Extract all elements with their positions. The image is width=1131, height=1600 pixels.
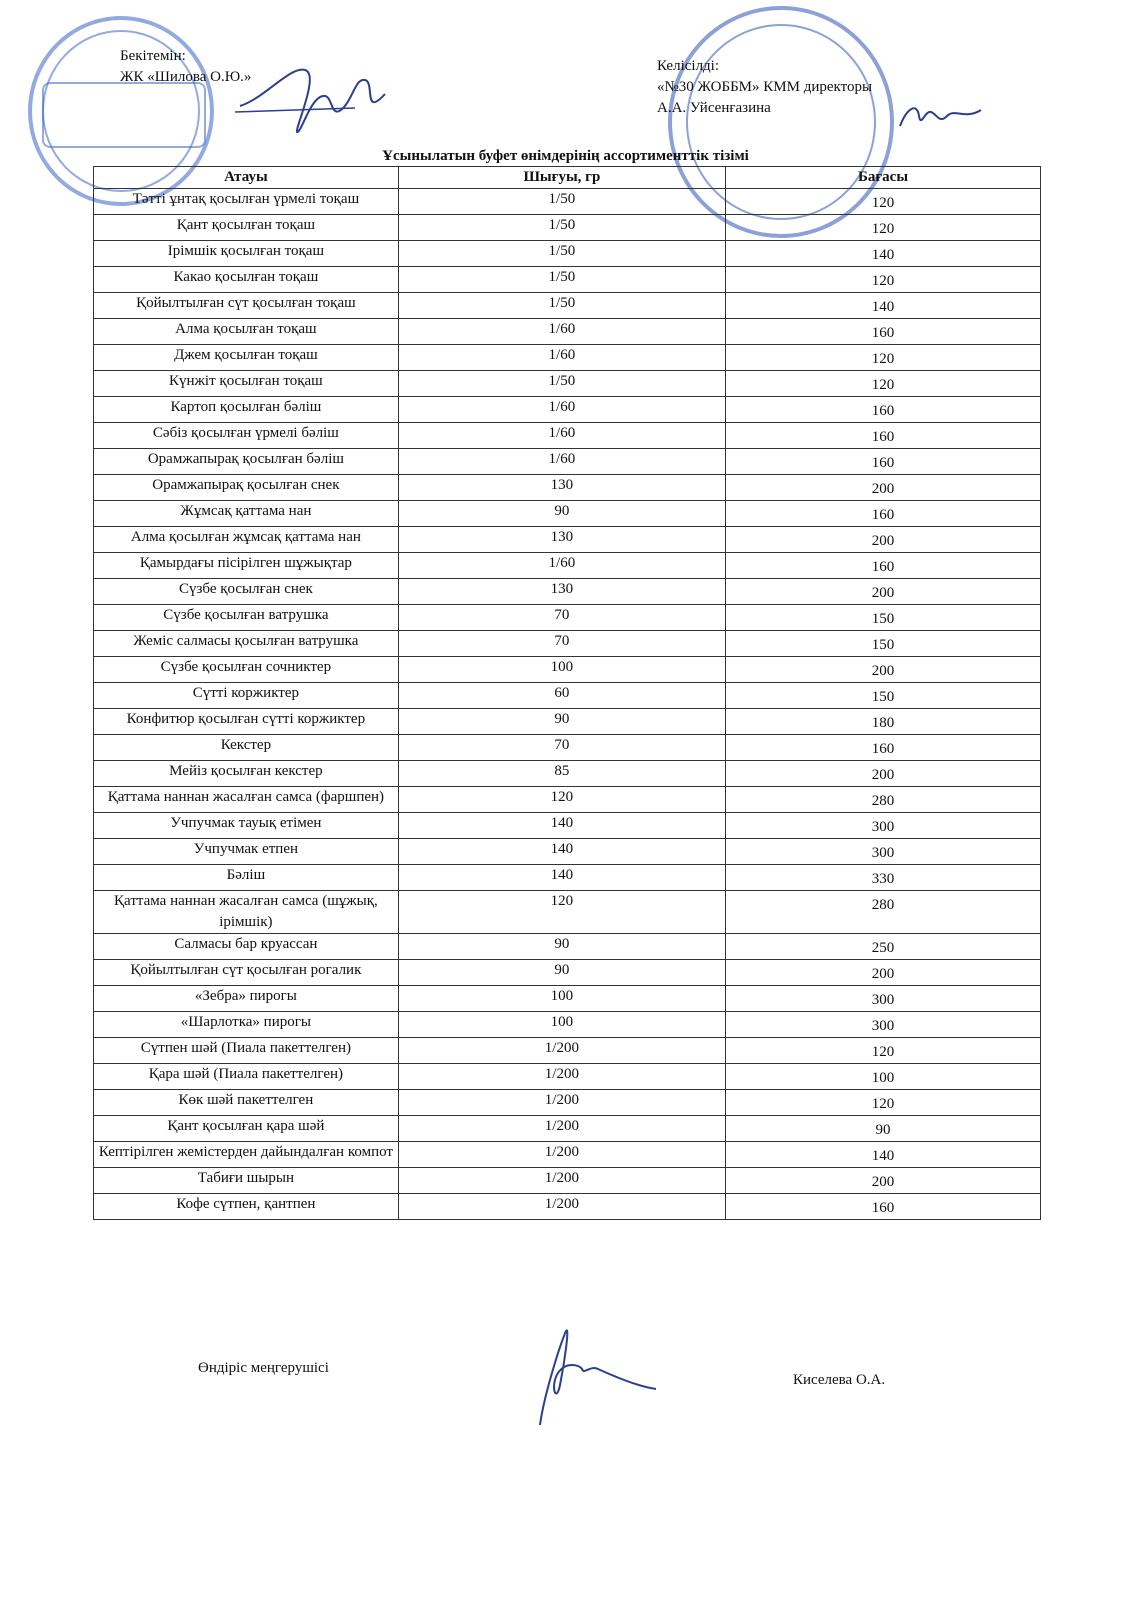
cell-price: 140 [726,1142,1041,1168]
table-row [94,293,1041,319]
signature-director [895,98,985,134]
cell-price: 160 [726,449,1041,475]
cell-name: Картоп қосылған бәліш [94,397,399,423]
cell-price: 200 [726,579,1041,605]
cell-name: «Зебра» пирогы [94,986,399,1012]
cell-price: 200 [726,1168,1041,1194]
table-row [94,709,1041,735]
cell-name: Алма қосылған тоқаш [94,319,399,345]
table-row [94,319,1041,345]
agreement-block [657,56,872,119]
cell-yield: 140 [398,839,725,865]
table-row [94,579,1041,605]
cell-name: Кекстер [94,735,399,761]
table-row [94,813,1041,839]
table-row [94,423,1041,449]
table-row [94,189,1041,215]
table-row [94,761,1041,787]
cell-yield: 1/60 [398,449,725,475]
cell-price: 160 [726,423,1041,449]
cell-name: Учпучмак тауық етімен [94,813,399,839]
document-title: Ұсынылатын буфет өнімдерінің ассортименттік тізімі [382,148,749,164]
cell-name: Күнжіт қосылған тоқаш [94,371,399,397]
cell-price: 160 [726,501,1041,527]
table-row [94,1116,1041,1142]
cell-price: 120 [726,189,1041,215]
cell-name: «Шарлотка» пирогы [94,1012,399,1038]
cell-price: 300 [726,1012,1041,1038]
cell-name: Мейіз қосылған кекстер [94,761,399,787]
cell-name: Джем қосылған тоқаш [94,345,399,371]
cell-price: 120 [726,1038,1041,1064]
table-row [94,960,1041,986]
header-price: Бағасы [726,167,1041,189]
cell-name: Жеміс салмасы қосылған ватрушка [94,631,399,657]
table-row [94,865,1041,891]
cell-yield: 1/200 [398,1116,725,1142]
table-row [94,397,1041,423]
cell-price: 300 [726,813,1041,839]
cell-yield: 1/50 [398,241,725,267]
cell-name: Учпучмак етпен [94,839,399,865]
cell-price: 330 [726,865,1041,891]
table-row [94,657,1041,683]
cell-name: Қойылтылған сүт қосылған тоқаш [94,293,399,319]
cell-name: Ірімшік қосылған тоқаш [94,241,399,267]
cell-price: 300 [726,839,1041,865]
cell-price: 160 [726,735,1041,761]
table-row [94,449,1041,475]
cell-price: 160 [726,397,1041,423]
cell-yield: 130 [398,527,725,553]
cell-yield: 140 [398,813,725,839]
cell-price: 160 [726,553,1041,579]
cell-name: Қант қосылған тоқаш [94,215,399,241]
cell-name: Сүтті коржиктер [94,683,399,709]
cell-yield: 90 [398,960,725,986]
cell-yield: 1/60 [398,397,725,423]
cell-name: Конфитюр қосылған сүтті коржиктер [94,709,399,735]
cell-price: 150 [726,683,1041,709]
cell-name: Сүтпен шәй (Пиала пакеттелген) [94,1038,399,1064]
table-row [94,501,1041,527]
table-row [94,267,1041,293]
agreed-org: «№30 ЖОББМ» КММ директоры [657,79,873,95]
cell-price: 280 [726,787,1041,813]
cell-name: Жұмсақ қаттама нан [94,501,399,527]
cell-yield: 1/60 [398,319,725,345]
cell-name: Сүзбе қосылған снек [94,579,399,605]
cell-name: Алма қосылған жұмсақ қаттама нан [94,527,399,553]
cell-yield: 70 [398,605,725,631]
cell-yield: 1/200 [398,1142,725,1168]
table-row [94,891,1041,934]
cell-yield: 85 [398,761,725,787]
cell-yield: 1/50 [398,215,725,241]
cell-price: 300 [726,986,1041,1012]
cell-price: 150 [726,631,1041,657]
cell-price: 200 [726,527,1041,553]
cell-name: Қара шәй (Пиала пакеттелген) [94,1064,399,1090]
cell-yield: 1/200 [398,1168,725,1194]
cell-yield: 1/60 [398,553,725,579]
table-row [94,371,1041,397]
table-row [94,215,1041,241]
cell-name: Табиғи шырын [94,1168,399,1194]
cell-yield: 140 [398,865,725,891]
cell-price: 90 [726,1116,1041,1142]
agreed-label: Келісілді: [657,58,720,74]
table-row [94,1194,1041,1220]
cell-price: 200 [726,960,1041,986]
cell-yield: 1/50 [398,293,725,319]
cell-name: Орамжапырақ қосылған снек [94,475,399,501]
cell-yield: 120 [398,891,725,934]
cell-yield: 1/200 [398,1090,725,1116]
table-row [94,1064,1041,1090]
header-yield: Шығуы, гр [398,167,725,189]
table-row [94,553,1041,579]
cell-price: 120 [726,267,1041,293]
table-row [94,241,1041,267]
cell-name: Қаттама наннан жасалған самса (фаршпен) [94,787,399,813]
cell-yield: 1/50 [398,371,725,397]
table-row [94,1038,1041,1064]
cell-price: 140 [726,293,1041,319]
cell-name: Қаттама наннан жасалған самса (шұжық, ірімшік) [94,891,399,934]
cell-price: 100 [726,1064,1041,1090]
table-row [94,475,1041,501]
stamp-left-rect [42,82,206,148]
cell-price: 120 [726,1090,1041,1116]
cell-name: Какао қосылған тоқаш [94,267,399,293]
cell-price: 160 [726,1194,1041,1220]
cell-name: Салмасы бар круассан [94,934,399,960]
table-row [94,839,1041,865]
footer-role: Өндіріс меңгерушісі [198,1360,329,1376]
cell-price: 200 [726,761,1041,787]
approved-label: Бекітемін: [120,48,186,64]
cell-name: Орамжапырақ қосылған бәліш [94,449,399,475]
cell-yield: 1/200 [398,1038,725,1064]
table-row [94,683,1041,709]
signature-manager [520,1325,660,1435]
cell-yield: 1/60 [398,423,725,449]
cell-name: Сүзбе қосылған сочниктер [94,657,399,683]
table-row [94,1168,1041,1194]
cell-price: 250 [726,934,1041,960]
table-row [94,787,1041,813]
assortment-table [93,166,1041,1220]
cell-name: Қойылтылған сүт қосылған рогалик [94,960,399,986]
table-row [94,1142,1041,1168]
cell-yield: 1/200 [398,1194,725,1220]
cell-price: 120 [726,345,1041,371]
cell-yield: 120 [398,787,725,813]
cell-yield: 60 [398,683,725,709]
cell-name: Сәбіз қосылған үрмелі бәліш [94,423,399,449]
table-row [94,1090,1041,1116]
footer-person: Киселева О.А. [793,1372,886,1388]
agreed-person: А.А. Уйсенғазина [657,100,771,116]
cell-yield: 130 [398,475,725,501]
cell-name: Қамырдағы пісірілген шұжықтар [94,553,399,579]
table-row [94,345,1041,371]
cell-yield: 1/60 [398,345,725,371]
signature-approver [235,58,395,140]
cell-name: Қант қосылған қара шәй [94,1116,399,1142]
cell-yield: 90 [398,934,725,960]
cell-yield: 1/50 [398,267,725,293]
cell-price: 180 [726,709,1041,735]
header-name: Атауы [94,167,399,189]
cell-name: Көк шәй пакеттелген [94,1090,399,1116]
cell-yield: 1/200 [398,1064,725,1090]
cell-yield: 100 [398,657,725,683]
approved-org: ЖК «Шилова О.Ю.» [120,69,252,85]
cell-price: 200 [726,475,1041,501]
table-row [94,631,1041,657]
cell-yield: 1/50 [398,189,725,215]
cell-price: 140 [726,241,1041,267]
table-row [94,735,1041,761]
table-header-row [94,167,1041,189]
cell-name: Сүзбе қосылған ватрушка [94,605,399,631]
table-row [94,934,1041,960]
cell-name: Кептірілген жемістерден дайындалған компот [94,1142,399,1168]
cell-yield: 130 [398,579,725,605]
cell-yield: 70 [398,735,725,761]
cell-yield: 90 [398,709,725,735]
cell-name: Тәтті ұнтақ қосылған үрмелі тоқаш [94,189,399,215]
cell-price: 120 [726,215,1041,241]
cell-yield: 70 [398,631,725,657]
cell-price: 120 [726,371,1041,397]
cell-yield: 100 [398,1012,725,1038]
cell-yield: 90 [398,501,725,527]
cell-price: 280 [726,891,1041,934]
table-row [94,605,1041,631]
cell-yield: 100 [398,986,725,1012]
table-row [94,1012,1041,1038]
cell-price: 160 [726,319,1041,345]
table-row [94,527,1041,553]
table-row [94,986,1041,1012]
approval-block [120,46,251,88]
cell-price: 150 [726,605,1041,631]
cell-name: Кофе сүтпен, қантпен [94,1194,399,1220]
cell-name: Бәліш [94,865,399,891]
cell-price: 200 [726,657,1041,683]
